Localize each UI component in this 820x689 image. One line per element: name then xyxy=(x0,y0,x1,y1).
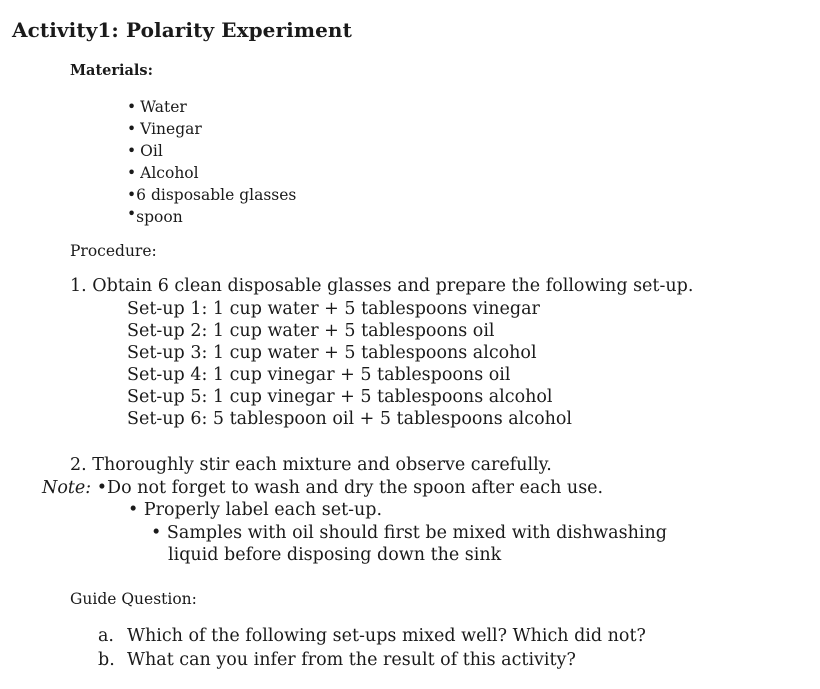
step-number: 2. xyxy=(70,455,87,475)
question-letter: b. xyxy=(98,650,115,670)
bullet-icon: • xyxy=(127,98,137,116)
list-item: • Vinegar xyxy=(127,120,202,138)
guide-question-list xyxy=(98,624,646,672)
step-number: 1. xyxy=(70,276,87,296)
question-text: Which of the following set-ups mixed well? Which did not? xyxy=(127,626,646,646)
note-item: Do not forget to wash and dry the spoon after each use. xyxy=(107,478,604,498)
bullet-icon: • xyxy=(127,205,137,223)
note-item-continuation: liquid before disposing down the sink xyxy=(168,545,502,565)
note-label: Note: xyxy=(42,478,92,498)
procedure-heading: Procedure: xyxy=(70,242,157,260)
list-item: Set-up 1: 1 cup water + 5 tablespoons vinegar xyxy=(127,299,540,319)
list-item: •6 disposable glasses xyxy=(127,186,297,204)
list-item: Set-up 4: 1 cup vinegar + 5 tablespoons oil xyxy=(127,365,511,385)
page-title: Activity1: Polarity Experiment xyxy=(12,18,352,42)
question-letter: a. xyxy=(98,626,114,646)
list-item: Set-up 3: 1 cup water + 5 tablespoons alcohol xyxy=(127,343,537,363)
bullet-icon: • xyxy=(96,478,108,498)
bullet-icon: • xyxy=(128,500,139,520)
list-item: • Water xyxy=(127,98,187,116)
bullet-icon: • xyxy=(127,164,137,182)
list-item: • Alcohol xyxy=(127,164,199,182)
materials-heading: Materials: xyxy=(70,62,153,79)
step-text: Obtain 6 clean disposable glasses and prepare the following set-up. xyxy=(92,276,694,296)
note-third-item xyxy=(151,522,667,566)
step-text: Thoroughly stir each mixture and observe carefully. xyxy=(92,455,552,475)
note-second-line xyxy=(128,500,382,520)
procedure-step-1 xyxy=(70,276,693,296)
bullet-icon: • xyxy=(151,523,162,543)
list-item: • Oil xyxy=(127,142,163,160)
procedure-step-2 xyxy=(70,455,552,475)
list-item: Set-up 6: 5 tablespoon oil + 5 tablespoons alcohol xyxy=(127,409,573,429)
note-item: Samples with oil should first be mixed with dishwashing xyxy=(166,523,667,543)
note-item: Properly label each set-up. xyxy=(143,500,383,520)
bullet-icon: • xyxy=(127,186,137,204)
list-item: •spoon xyxy=(127,205,183,226)
setup-list xyxy=(127,298,572,430)
materials-list xyxy=(127,96,296,228)
guide-question-heading: Guide Question: xyxy=(70,590,197,608)
list-item: Set-up 2: 1 cup water + 5 tablespoons oil xyxy=(127,321,495,341)
question-text: What can you infer from the result of this activity? xyxy=(127,650,576,670)
note-first-line xyxy=(42,478,603,498)
bullet-icon: • xyxy=(127,120,137,138)
list-item: Set-up 5: 1 cup vinegar + 5 tablespoons alcohol xyxy=(127,387,553,407)
bullet-icon: • xyxy=(127,142,137,160)
list-item xyxy=(98,624,646,648)
list-item xyxy=(98,648,646,672)
